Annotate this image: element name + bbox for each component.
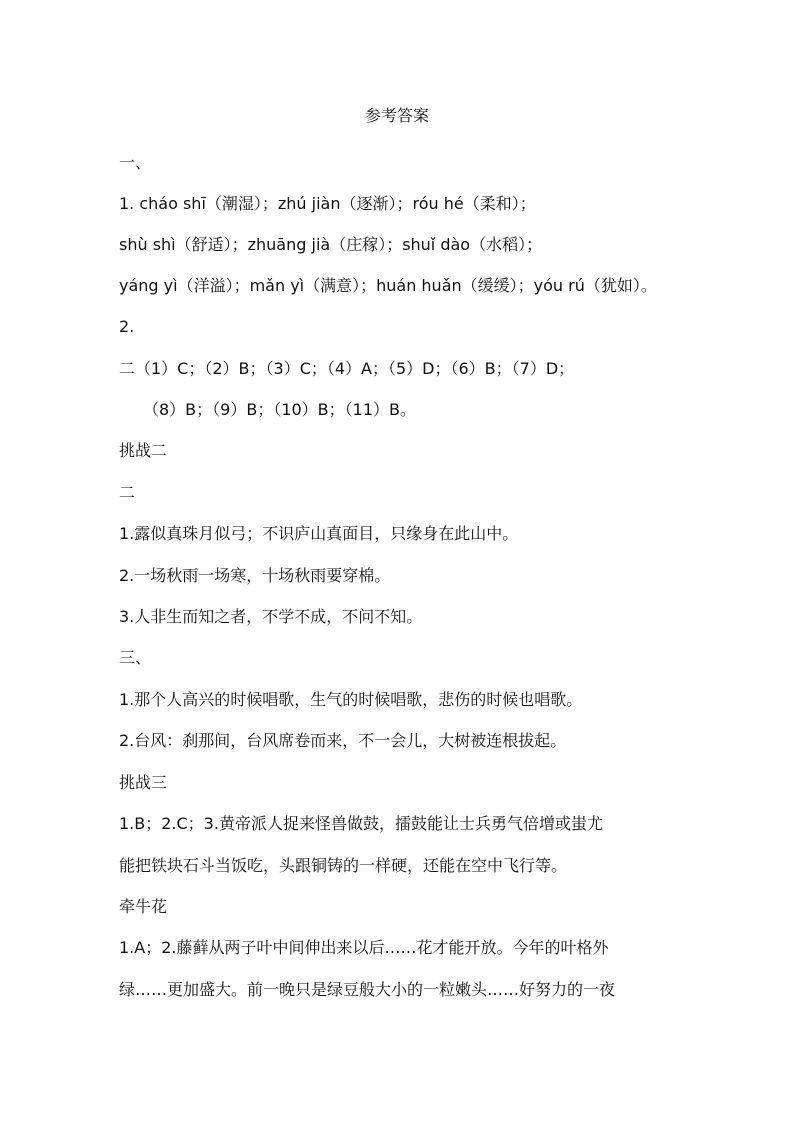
answer-line: 2.台风：刹那间，台风席卷而来，不一会儿，大树被连根拔起。: [119, 731, 567, 750]
section-heading: 三、: [119, 648, 152, 667]
answer-line: （8）B；（9）B；（10）B；（11）B。: [143, 400, 416, 419]
section-heading: 牵牛花: [119, 897, 168, 916]
answer-line: 能把铁块石斗当饭吃，头跟铜铸的一样硬，还能在空中飞行等。: [119, 856, 568, 875]
section-heading: 二: [119, 483, 136, 502]
answer-line: 1.A；2.藤藓从两子叶中间伸出来以后……花才能开放。今年的叶格外: [119, 938, 609, 957]
answer-line: 1.露似真珠月似弓；不识庐山真面目，只缘身在此山中。: [119, 524, 519, 543]
document-title: 参考答案: [364, 106, 429, 125]
section-heading: 挑战二: [119, 441, 168, 460]
section-heading: 挑战三: [119, 773, 168, 792]
answer-line: 1.那个人高兴的时候唱歌，生气的时候唱歌，悲伤的时候也唱歌。: [119, 690, 583, 709]
answer-line: 1. cháo shī（潮湿）；zhú jiàn（逐渐）；róu hé（柔和）；: [119, 194, 536, 213]
answer-line: 二（1）C；（2）B；（3）C；（4）A；（5）D；（6）B；（7）D；: [119, 359, 575, 378]
answer-line: shù shì（舒适）；zhuāng jià（庄稼）；shuǐ dào（水稻）；: [119, 235, 543, 254]
answer-line: 1.B；2.C；3.黄帝派人捉来怪兽做鼓，擂鼓能让士兵勇气倍增或蚩尤: [119, 814, 603, 833]
answer-line: 绿……更加盛大。前一晚只是绿豆般大小的一粒嫩头……好努力的一夜: [119, 980, 616, 999]
answer-line: 3.人非生而知之者，不学不成，不问不知。: [119, 607, 423, 626]
section-one-heading: 一、: [119, 153, 152, 172]
answer-line: 2.一场秋雨一场寒，十场秋雨要穿棉。: [119, 566, 391, 585]
answer-line: 2.: [119, 317, 135, 336]
answer-line: yáng yì（洋溢）；mǎn yì（满意）；huán huǎn（缓缓）；yóu rú（犹如）。: [119, 276, 657, 295]
